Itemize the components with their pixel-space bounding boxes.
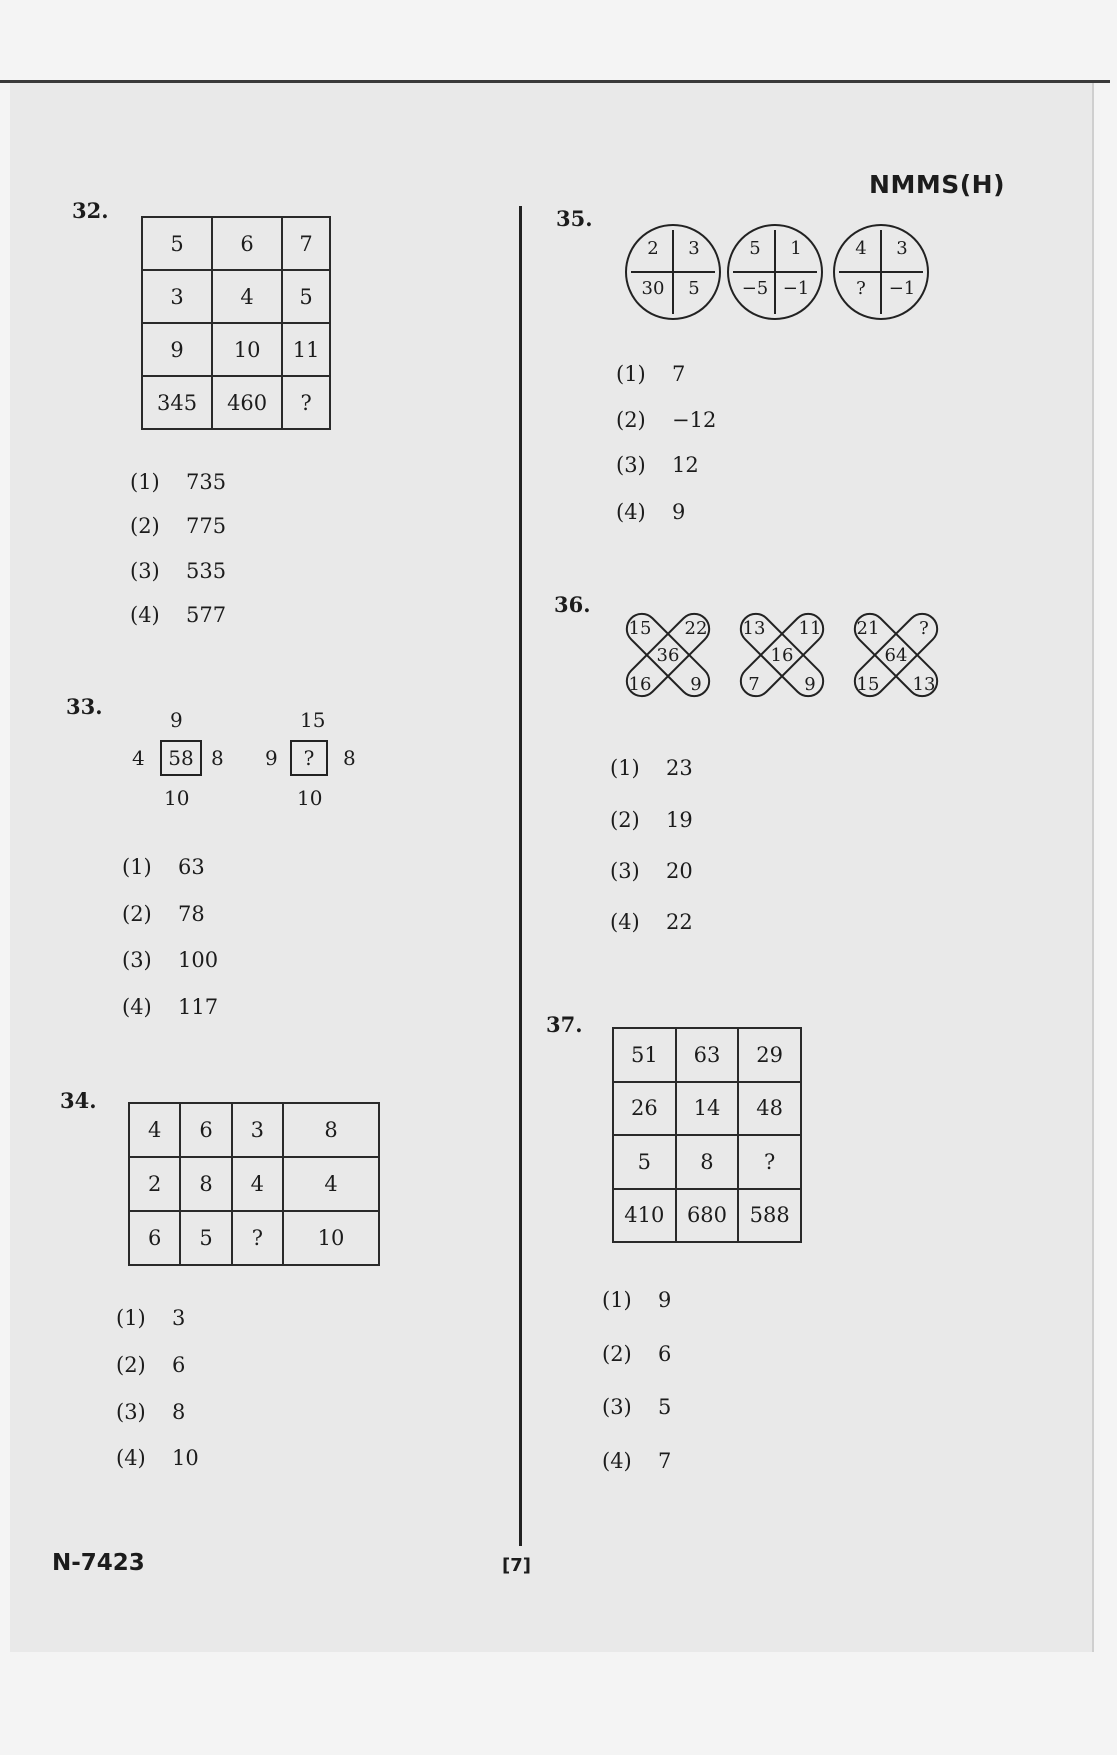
- grid-cell: 8: [676, 1135, 739, 1189]
- circle-value: 30: [641, 278, 665, 299]
- question-number: 34.: [60, 1088, 97, 1113]
- grid-cell: 26: [613, 1082, 676, 1136]
- q35-circle: [625, 224, 721, 320]
- grid-cell: 410: [613, 1189, 676, 1243]
- q33-fig2-center-box: ?: [290, 740, 328, 776]
- option[interactable]: (2) 6: [116, 1353, 186, 1377]
- option[interactable]: (3) 5: [602, 1395, 672, 1419]
- q33-fig1-bottom: 10: [164, 786, 190, 810]
- cross-value: 21: [856, 618, 880, 639]
- option[interactable]: (1) 735: [130, 470, 227, 494]
- grid-cell: 680: [676, 1189, 739, 1243]
- option[interactable]: (4) 117: [122, 995, 219, 1019]
- option[interactable]: (1) 9: [602, 1288, 672, 1312]
- option[interactable]: (4) 9: [616, 500, 686, 524]
- q33-fig1-left: 4: [132, 746, 145, 770]
- cross-value: 15: [856, 674, 880, 695]
- grid-cell: 5: [282, 270, 330, 323]
- grid-cell: ?: [282, 376, 330, 429]
- circle-value: 3: [688, 238, 700, 259]
- option[interactable]: (3) 20: [610, 859, 693, 883]
- grid-cell: 6: [129, 1211, 180, 1265]
- grid-cell: 4: [283, 1157, 379, 1211]
- option[interactable]: (1) 7: [616, 362, 686, 386]
- q34-number-grid: [128, 1102, 380, 1266]
- grid-cell: 4: [212, 270, 282, 323]
- question-number: 35.: [556, 206, 593, 231]
- option[interactable]: (2) 78: [122, 902, 205, 926]
- paper-code: N-7423: [52, 1550, 145, 1576]
- circle-value: 5: [688, 278, 700, 299]
- question-number: 36.: [554, 592, 591, 617]
- cross-value: 15: [628, 618, 652, 639]
- grid-cell: 5: [142, 217, 212, 270]
- q35-circle: [727, 224, 823, 320]
- cross-value: 13: [912, 674, 936, 695]
- cross-value: 7: [748, 674, 760, 695]
- q33-fig2-top: 15: [300, 708, 326, 732]
- circle-value: 1: [790, 238, 802, 259]
- q37-number-grid: [612, 1027, 802, 1243]
- grid-cell: 4: [129, 1103, 180, 1157]
- circle-value: −1: [888, 278, 916, 299]
- q36-cross-figures: [614, 604, 954, 708]
- question-number: 33.: [66, 694, 103, 719]
- option[interactable]: (3) 8: [116, 1400, 186, 1424]
- cross-center-value: 64: [884, 645, 908, 666]
- grid-cell: 48: [738, 1082, 801, 1136]
- option[interactable]: (1) 3: [116, 1306, 186, 1330]
- circle-value: −5: [741, 278, 769, 299]
- cross-center-value: 36: [656, 645, 680, 666]
- circle-value: 3: [896, 238, 908, 259]
- option[interactable]: (2) −12: [616, 408, 717, 432]
- q35-circle: [833, 224, 929, 320]
- grid-cell: 4: [232, 1157, 283, 1211]
- column-divider: [519, 206, 522, 1546]
- option[interactable]: (4) 577: [130, 603, 227, 627]
- circle-value: −1: [782, 278, 810, 299]
- cross-value: 9: [804, 674, 816, 695]
- option[interactable]: (4) 22: [610, 910, 693, 934]
- q33-fig2-bottom: 10: [297, 786, 323, 810]
- grid-cell: ?: [738, 1135, 801, 1189]
- cross-value: 22: [684, 618, 708, 639]
- q33-fig1-top: 9: [170, 708, 183, 732]
- grid-cell: 11: [282, 323, 330, 376]
- grid-cell: 6: [212, 217, 282, 270]
- page-top-edge: [0, 80, 1110, 83]
- grid-cell: 10: [283, 1211, 379, 1265]
- cross-value: 16: [628, 674, 652, 695]
- cross-center-value: 16: [770, 645, 794, 666]
- grid-cell: 8: [180, 1157, 231, 1211]
- option[interactable]: (3) 12: [616, 453, 699, 477]
- cross-value: 13: [742, 618, 766, 639]
- grid-cell: 63: [676, 1028, 739, 1082]
- grid-cell: 588: [738, 1189, 801, 1243]
- grid-cell: ?: [232, 1211, 283, 1265]
- option[interactable]: (2) 775: [130, 514, 227, 538]
- page-number: [7]: [502, 1555, 531, 1576]
- grid-cell: 5: [613, 1135, 676, 1189]
- question-number: 37.: [546, 1012, 583, 1037]
- grid-cell: 460: [212, 376, 282, 429]
- option[interactable]: (1) 23: [610, 756, 693, 780]
- grid-cell: 7: [282, 217, 330, 270]
- q33-fig1-right: 8: [211, 746, 224, 770]
- grid-cell: 8: [283, 1103, 379, 1157]
- grid-cell: 9: [142, 323, 212, 376]
- grid-cell: 3: [142, 270, 212, 323]
- grid-cell: 6: [180, 1103, 231, 1157]
- grid-cell: 345: [142, 376, 212, 429]
- circle-value: 4: [855, 238, 867, 259]
- q32-number-grid: [141, 216, 331, 430]
- grid-cell: 10: [212, 323, 282, 376]
- q33-fig2-left: 9: [265, 746, 278, 770]
- grid-cell: 29: [738, 1028, 801, 1082]
- option[interactable]: (3) 100: [122, 948, 219, 972]
- grid-cell: 51: [613, 1028, 676, 1082]
- option[interactable]: (2) 19: [610, 808, 693, 832]
- option[interactable]: (4) 7: [602, 1449, 672, 1473]
- grid-cell: 2: [129, 1157, 180, 1211]
- question-number: 32.: [72, 198, 109, 223]
- option[interactable]: (2) 6: [602, 1342, 672, 1366]
- circle-value: 5: [749, 238, 761, 259]
- exam-header: NMMS(H): [869, 170, 1005, 199]
- grid-cell: 14: [676, 1082, 739, 1136]
- q33-fig2-right: 8: [343, 746, 356, 770]
- circle-value: 2: [647, 238, 659, 259]
- circle-value: ?: [856, 278, 866, 299]
- option[interactable]: (1) 63: [122, 855, 205, 879]
- grid-cell: 3: [232, 1103, 283, 1157]
- grid-cell: 5: [180, 1211, 231, 1265]
- cross-value: ?: [919, 618, 929, 639]
- cross-value: 11: [798, 618, 822, 639]
- option[interactable]: (4) 10: [116, 1446, 199, 1470]
- option[interactable]: (3) 535: [130, 559, 227, 583]
- q33-fig1-center-box: 58: [160, 740, 202, 776]
- cross-value: 9: [690, 674, 702, 695]
